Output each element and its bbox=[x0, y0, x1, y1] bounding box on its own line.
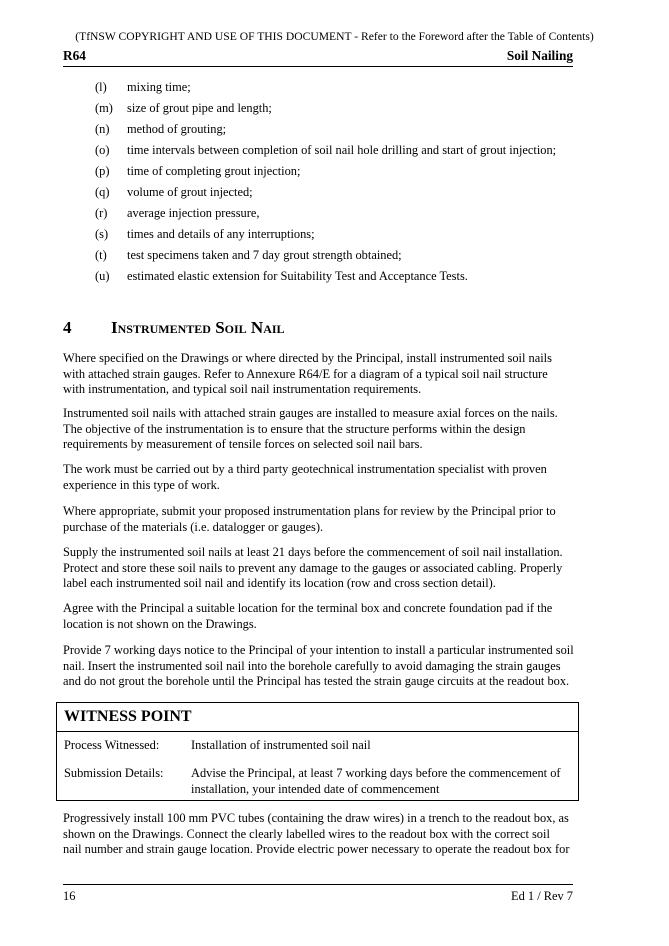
paragraph bbox=[63, 601, 575, 632]
paragraph bbox=[63, 643, 575, 690]
list-item-label: (o) bbox=[95, 143, 110, 157]
paragraph-line: nail number and strain gauge location. Provide electric power necessary to operate the readout box for bbox=[63, 842, 570, 857]
paragraph-line: Where appropriate, submit your proposed instrumentation plans for review by the Principal prior to bbox=[63, 504, 556, 518]
paragraph-line: Progressively install 100 mm PVC tubes (containing the draw wires) in a trench to the readout box, as bbox=[63, 811, 569, 825]
submission-details-line: Advise the Principal, at least 7 working days before the commencement of bbox=[191, 766, 561, 780]
list-item-label: (r) bbox=[95, 206, 108, 220]
list-item-label: (p) bbox=[95, 164, 110, 178]
paragraph bbox=[63, 504, 575, 535]
paragraph-line: Supply the instrumented soil nails at least 21 days before the commencement of soil nail installation. bbox=[63, 545, 563, 559]
list-item-text: mixing time; bbox=[127, 80, 191, 94]
page-footer bbox=[63, 889, 573, 904]
paragraph-line: The objective of the instrumentation is to ensure that the structure performs within the design bbox=[63, 421, 526, 436]
paragraph-line: Where specified on the Drawings or where directed by the Principal, install instrumented soil nails bbox=[63, 351, 552, 365]
witness-point-divider bbox=[57, 731, 578, 732]
witness-point-box bbox=[56, 702, 579, 801]
paragraph-line: Protect and store these soil nails to prevent any damage to the gauges or associated cabling. Properly bbox=[63, 560, 563, 575]
paragraph bbox=[63, 545, 575, 592]
paragraph-line: shown on the Drawings. Connect the clearly labelled wires to the readout box with the correct soil bbox=[63, 826, 550, 841]
copyright-notice: (TfNSW COPYRIGHT AND USE OF THIS DOCUMENT - Refer to the Foreword after the Table of Contents) bbox=[75, 30, 594, 43]
list-item-text: method of grouting; bbox=[127, 122, 227, 136]
list-item-text: time intervals between completion of soil nail hole drilling and start of grout injection; bbox=[127, 143, 557, 157]
paragraph bbox=[63, 351, 575, 398]
section-number: 4 bbox=[63, 318, 72, 337]
paragraph-line: label each instrumented soil nail and identify its location (row and cross section detail). bbox=[63, 576, 496, 591]
list-item-text: time of completing grout injection; bbox=[127, 164, 301, 178]
list-item-text: times and details of any interruptions; bbox=[127, 227, 315, 241]
list-item-label: (m) bbox=[95, 101, 113, 115]
list-item-text: size of grout pipe and length; bbox=[127, 101, 272, 115]
page-header bbox=[63, 48, 573, 64]
paragraph bbox=[63, 811, 575, 858]
list-item-label: (t) bbox=[95, 248, 107, 262]
list-item-label: (s) bbox=[95, 227, 109, 241]
witness-point-heading: WITNESS POINT bbox=[64, 708, 192, 725]
paragraph-line: location is not shown on the Drawings. bbox=[63, 616, 257, 631]
paragraph-line: requirements by measurement of tensile forces on selected soil nail bars. bbox=[63, 437, 423, 452]
list-item-label: (n) bbox=[95, 122, 110, 136]
paragraph-line: and do not grout the borehole until the Principal has tested the strain gauge circuits at the readout box. bbox=[63, 674, 570, 689]
list-item-text: volume of grout injected; bbox=[127, 185, 253, 199]
paragraph-line: purchase of the materials (i.e. datalogger or gauges). bbox=[63, 519, 324, 534]
paragraph-line: with instrumentation, and typical soil nail instrumentation requirements. bbox=[63, 382, 422, 397]
header-rule bbox=[63, 66, 573, 67]
edition-revision: Ed 1 / Rev 7 bbox=[511, 889, 573, 903]
paragraph-line: Agree with the Principal a suitable location for the terminal box and concrete foundation pad if the bbox=[63, 601, 553, 615]
list-item-text: average injection pressure, bbox=[127, 206, 260, 220]
list-item-text: estimated elastic extension for Suitability Test and Acceptance Tests. bbox=[127, 269, 468, 283]
paragraph-line: The work must be carried out by a third party geotechnical instrumentation specialist with proven bbox=[63, 462, 547, 476]
submission-details-value bbox=[191, 766, 571, 797]
paragraph bbox=[63, 462, 575, 493]
list-item-label: (q) bbox=[95, 185, 110, 199]
list-item-text: test specimens taken and 7 day grout strength obtained; bbox=[127, 248, 402, 262]
submission-details-line: installation, your intended date of commencement bbox=[191, 781, 440, 796]
footer-rule bbox=[63, 884, 573, 885]
doc-title: Soil Nailing bbox=[506, 48, 573, 63]
paragraph-line: Provide 7 working days notice to the Principal of your intention to install a particular instrumented soil bbox=[63, 643, 574, 657]
process-witnessed-label: Process Witnessed: bbox=[64, 738, 160, 752]
page-number: 16 bbox=[63, 889, 76, 903]
paragraph bbox=[63, 406, 575, 453]
process-witnessed-value bbox=[191, 738, 571, 754]
section-title: Instrumented Soil Nail bbox=[111, 318, 285, 337]
list-item-label: (u) bbox=[95, 269, 110, 283]
paragraph-line: experience in this type of work. bbox=[63, 477, 220, 492]
list-item-label: (l) bbox=[95, 80, 107, 94]
doc-code: R64 bbox=[63, 48, 86, 63]
paragraph-line: with attached strain gauges. Refer to Annexure R64/E for a diagram of a typical soil nail structure bbox=[63, 366, 548, 381]
submission-details-label: Submission Details: bbox=[64, 766, 164, 780]
process-witnessed-text: Installation of instrumented soil nail bbox=[191, 738, 371, 752]
paragraph-line: Instrumented soil nails with attached strain gauges are installed to measure axial forces on the nails. bbox=[63, 406, 558, 420]
paragraph-line: nail. Insert the instrumented soil nail into the borehole carefully to avoid damaging the strain gauges bbox=[63, 658, 561, 673]
